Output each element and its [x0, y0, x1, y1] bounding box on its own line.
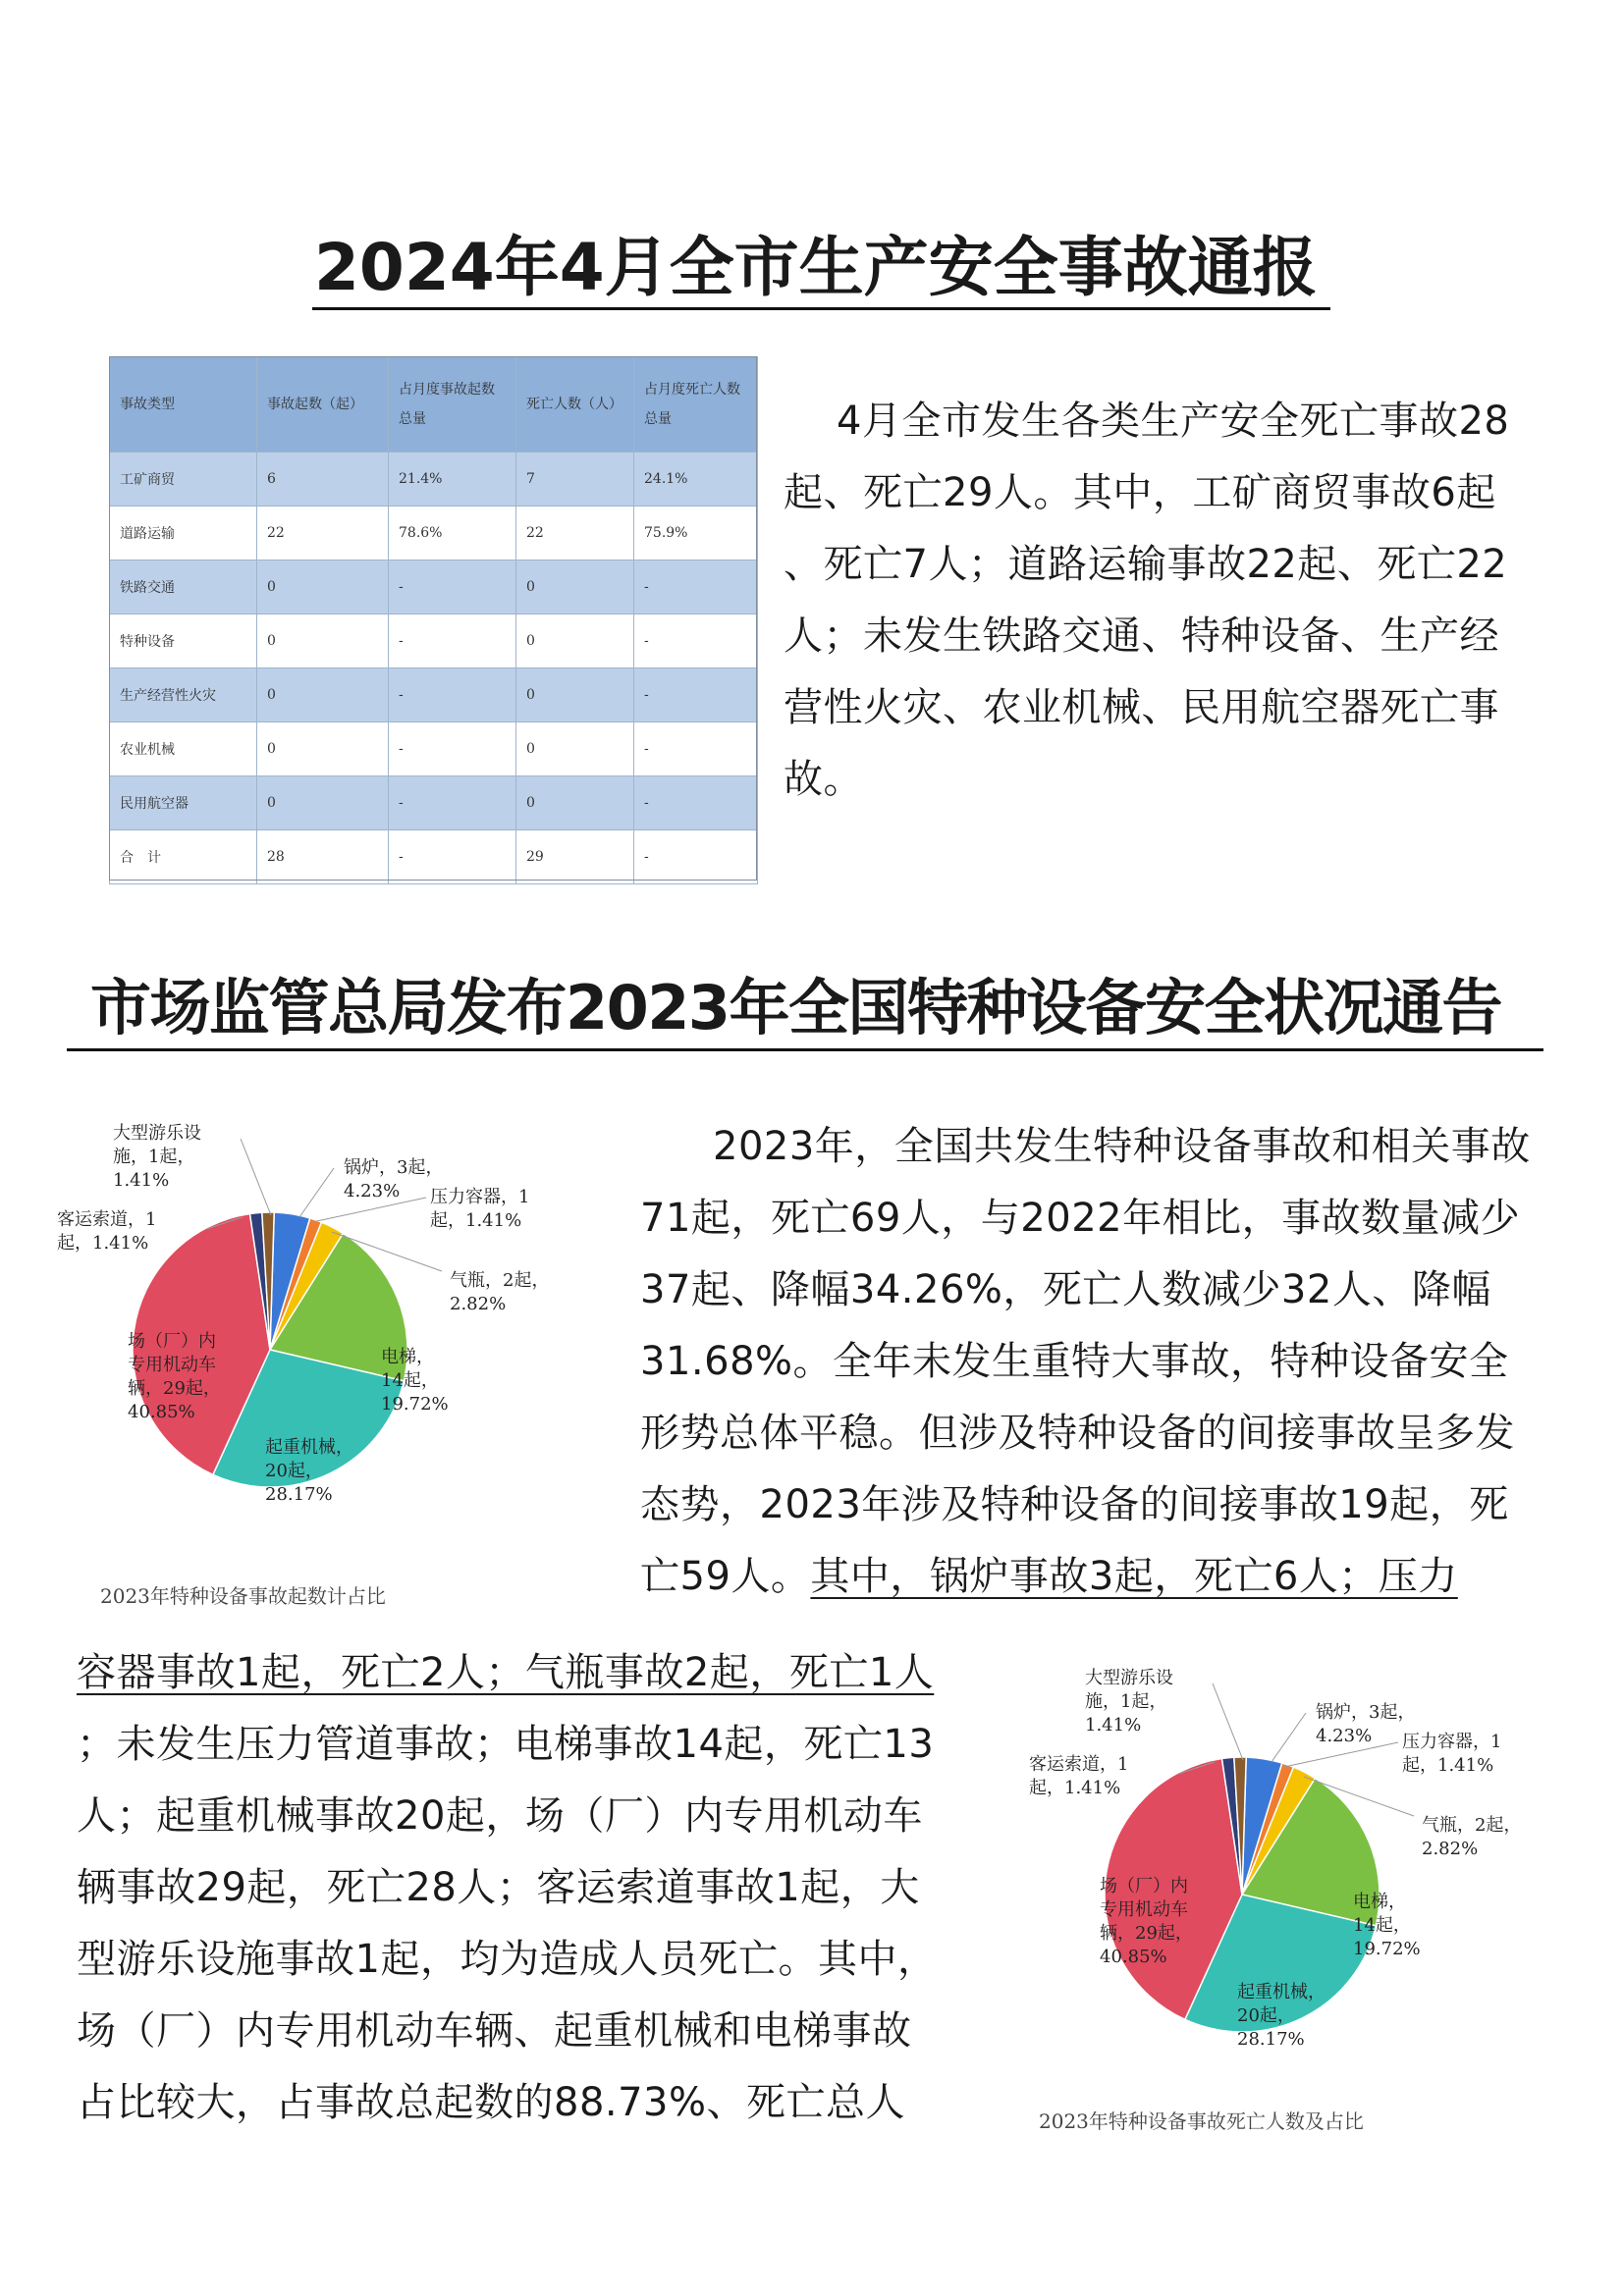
- header-cell: 死亡人数（人）: [516, 357, 634, 453]
- paragraph-line: 31.68%。全年未发生重特大事故，特种设备安全: [640, 1339, 1509, 1384]
- slice-label-line: 气瓶，2起，: [1422, 1815, 1522, 1836]
- table-cell: 22: [516, 507, 634, 561]
- page-title-2: 市场监管总局发布2023年全国特种设备安全状况通告: [90, 972, 1502, 1043]
- table-cell: -: [389, 668, 516, 722]
- pie-chart-accident-count: [49, 1099, 599, 1590]
- table-header-row: [110, 357, 758, 453]
- table-cell: 28: [257, 830, 389, 884]
- leader-line: [1213, 1683, 1243, 1760]
- table-cell: 7: [516, 453, 634, 507]
- table-cell: 0: [257, 561, 389, 614]
- slice-label-line: 场（厂）内: [128, 1331, 216, 1352]
- table-cell: 0: [516, 614, 634, 668]
- paragraph-line: 形势总体平稳。但涉及特种设备的间接事故呈多发: [640, 1411, 1515, 1456]
- table-cell: 0: [516, 561, 634, 614]
- paragraph-line: 营性火灾、农业机械、民用航空器死亡事: [784, 685, 1499, 730]
- slice-label-line: 专用机动车: [1100, 1899, 1188, 1920]
- paragraph-line: ；未发生压力管道事故；电梯事故14起，死亡13: [77, 1722, 935, 1767]
- slice-label: [381, 1347, 449, 1415]
- table-row: [110, 507, 758, 561]
- title-1-underline: [312, 307, 1330, 310]
- slice-label: [1237, 1982, 1325, 2050]
- paragraph-line: 辆事故29起，死亡28人；客运索道事故1起，大: [77, 1865, 920, 1910]
- table-cell: 78.6%: [389, 507, 516, 561]
- table-cell: 合 计: [110, 830, 257, 884]
- slice-label-line: 40.85%: [128, 1402, 195, 1422]
- paragraph-line: 起、死亡29人。其中，工矿商贸事故6起: [784, 470, 1496, 515]
- table-cell: -: [389, 830, 516, 884]
- page-title-1: 2024年4月全市生产安全事故通报: [314, 230, 1318, 305]
- slice-label-line: 28.17%: [1237, 2029, 1305, 2050]
- paragraph-line: 71起，死亡69人，与2022年相比，事故数量减少: [640, 1196, 1521, 1241]
- slice-label: [1085, 1668, 1173, 1735]
- paragraph-line: 、死亡7人；道路运输事故22起、死亡22: [784, 542, 1508, 587]
- table-cell: -: [634, 722, 758, 776]
- slice-label-line: 气瓶，2起，: [450, 1270, 550, 1291]
- slice-label-line: 4.23%: [1316, 1726, 1373, 1746]
- header-cell: 占月度死亡人数总量: [634, 357, 758, 453]
- slice-label: [1353, 1892, 1421, 1959]
- table-cell: -: [634, 614, 758, 668]
- paragraph-line: 态势，2023年涉及特种设备的间接事故19起，死: [640, 1482, 1509, 1527]
- chart-1-caption: 2023年特种设备事故起数计占比: [100, 1584, 386, 1608]
- slice-label: [430, 1187, 529, 1231]
- slice-label-line: 客运索道，1: [1029, 1754, 1129, 1775]
- table-row: [110, 668, 758, 722]
- accident-table: [109, 356, 758, 884]
- table-row: [110, 453, 758, 507]
- table-cell: 0: [257, 776, 389, 830]
- chart-2-caption: 2023年特种设备事故死亡人数及占比: [1039, 2109, 1364, 2133]
- slice-label: [1402, 1732, 1501, 1776]
- slice-label: [1316, 1702, 1415, 1746]
- paragraph-line: 型游乐设施事故1起，均为造成人员死亡。其中，: [77, 1937, 938, 1982]
- slice-label-line: 电梯，: [381, 1347, 434, 1367]
- leader-line: [1271, 1713, 1306, 1762]
- slice-label-line: 电梯，: [1353, 1892, 1406, 1912]
- table-cell: -: [634, 830, 758, 884]
- paragraph-line: 37起、降幅34.26%，死亡人数减少32人、降幅: [640, 1267, 1491, 1312]
- slice-label-line: 压力容器，1: [1402, 1732, 1502, 1752]
- slice-label-line: 大型游乐设: [1085, 1668, 1173, 1688]
- slice-label-line: 20起，: [1237, 2005, 1295, 2026]
- table-cell: 0: [516, 776, 634, 830]
- table-row: [110, 561, 758, 614]
- paragraph-line: 人；未发生铁路交通、特种设备、生产经: [784, 614, 1499, 659]
- slice-label-line: 20起，: [265, 1461, 323, 1481]
- table-cell: -: [389, 776, 516, 830]
- table-row: [110, 776, 758, 830]
- table-cell: 民用航空器: [110, 776, 257, 830]
- table-row: [110, 614, 758, 668]
- table-cell: 0: [516, 668, 634, 722]
- slice-label-line: 起，1.41%: [1029, 1778, 1121, 1798]
- slice-label: [1422, 1815, 1521, 1859]
- table-row: [110, 722, 758, 776]
- slice-label-line: 1.41%: [113, 1170, 170, 1191]
- slice-label-line: 专用机动车: [128, 1355, 216, 1375]
- pie-chart-death-count: [1021, 1644, 1571, 2135]
- slice-label: [113, 1123, 201, 1191]
- slice-label: [57, 1209, 156, 1254]
- leader-line: [299, 1168, 334, 1217]
- table-cell: 0: [257, 722, 389, 776]
- slice-label-line: 28.17%: [265, 1484, 333, 1505]
- paragraph-line: 故。: [784, 757, 863, 802]
- paragraph-line: 人；起重机械事故20起，场（厂）内专用机动车: [77, 1793, 923, 1839]
- paragraph-line: 场（厂）内专用机动车辆、起重机械和电梯事故: [77, 2008, 912, 2054]
- table-row: [110, 830, 758, 884]
- table-cell: 工矿商贸: [110, 453, 257, 507]
- paragraph-line: 4月全市发生各类生产安全死亡事故28: [837, 399, 1510, 444]
- slice-label-line: 起，1.41%: [1402, 1755, 1494, 1776]
- table-cell: -: [389, 722, 516, 776]
- slice-label-line: 14起，: [1353, 1915, 1411, 1936]
- slice-label: [265, 1437, 353, 1505]
- section1-paragraph: [784, 386, 1509, 816]
- slice-label-line: 客运索道，1: [57, 1209, 157, 1230]
- slice-label-line: 施，1起，: [113, 1147, 195, 1167]
- table-cell: -: [634, 668, 758, 722]
- table-cell: 特种设备: [110, 614, 257, 668]
- slice-label: [1029, 1754, 1128, 1798]
- paragraph-text: 亡59人。: [640, 1554, 811, 1599]
- slice-label-line: 4.23%: [344, 1181, 401, 1201]
- slice-label-line: 1.41%: [1085, 1715, 1142, 1735]
- title-2-underline: [67, 1048, 1543, 1051]
- slice-label-line: 14起，: [381, 1370, 439, 1391]
- table-cell: 生产经营性火灾: [110, 668, 257, 722]
- table-cell: 0: [257, 668, 389, 722]
- table-cell: 75.9%: [634, 507, 758, 561]
- slice-label-line: 2.82%: [450, 1294, 507, 1314]
- leader-line: [241, 1139, 271, 1215]
- slice-label-line: 19.72%: [381, 1394, 449, 1415]
- underlined-text: 容器事故1起，死亡2人；气瓶事故2起，死亡1人: [77, 1650, 935, 1695]
- slice-label-line: 锅炉，3起，: [1316, 1702, 1416, 1723]
- section2-lower-paragraph: [77, 1637, 937, 2139]
- table-cell: 农业机械: [110, 722, 257, 776]
- slice-label-line: 起重机械，: [1237, 1982, 1325, 2002]
- table-cell: 29: [516, 830, 634, 884]
- table-cell: -: [389, 614, 516, 668]
- table-cell: 道路运输: [110, 507, 257, 561]
- slice-label-line: 起，1.41%: [57, 1233, 149, 1254]
- slice-label-line: 19.72%: [1353, 1939, 1421, 1959]
- table-cell: -: [389, 561, 516, 614]
- slice-label-line: 施，1起，: [1085, 1691, 1167, 1712]
- paragraph-line: 占比较大，占事故总起数的88.73%、死亡总人: [77, 2080, 906, 2125]
- slice-label: [450, 1270, 549, 1314]
- table-cell: -: [634, 561, 758, 614]
- slice-label-line: 锅炉，3起，: [344, 1157, 444, 1178]
- slice-label-line: 大型游乐设: [113, 1123, 201, 1144]
- table-cell: 铁路交通: [110, 561, 257, 614]
- paragraph-line: [640, 1541, 1531, 1613]
- slice-label-line: 压力容器，1: [430, 1187, 530, 1207]
- table-cell: 6: [257, 453, 389, 507]
- slice-label: [344, 1157, 443, 1201]
- slice-label-line: 辆，29起，: [128, 1378, 221, 1399]
- slice-label-line: 2.82%: [1422, 1839, 1479, 1859]
- paragraph-line: 2023年，全国共发生特种设备事故和相关事故: [713, 1124, 1531, 1169]
- slice-label-line: 辆，29起，: [1100, 1923, 1193, 1944]
- header-cell: 事故类型: [110, 357, 257, 453]
- table-cell: 0: [257, 614, 389, 668]
- paragraph-line: [77, 1637, 937, 1709]
- slice-label-line: 起重机械，: [265, 1437, 353, 1458]
- slice-label-line: 场（厂）内: [1100, 1876, 1188, 1896]
- section2-paragraph: [640, 1111, 1531, 1613]
- table-cell: 21.4%: [389, 453, 516, 507]
- table-cell: 22: [257, 507, 389, 561]
- header-cell: 占月度事故起数总量: [389, 357, 516, 453]
- header-cell: 事故起数（起）: [257, 357, 389, 453]
- slice-label-line: 40.85%: [1100, 1947, 1167, 1967]
- table-cell: 24.1%: [634, 453, 758, 507]
- table-cell: -: [634, 776, 758, 830]
- underlined-text: 其中，锅炉事故3起，死亡6人；压力: [810, 1554, 1458, 1599]
- table-cell: 0: [516, 722, 634, 776]
- slice-label-line: 起，1.41%: [430, 1210, 522, 1231]
